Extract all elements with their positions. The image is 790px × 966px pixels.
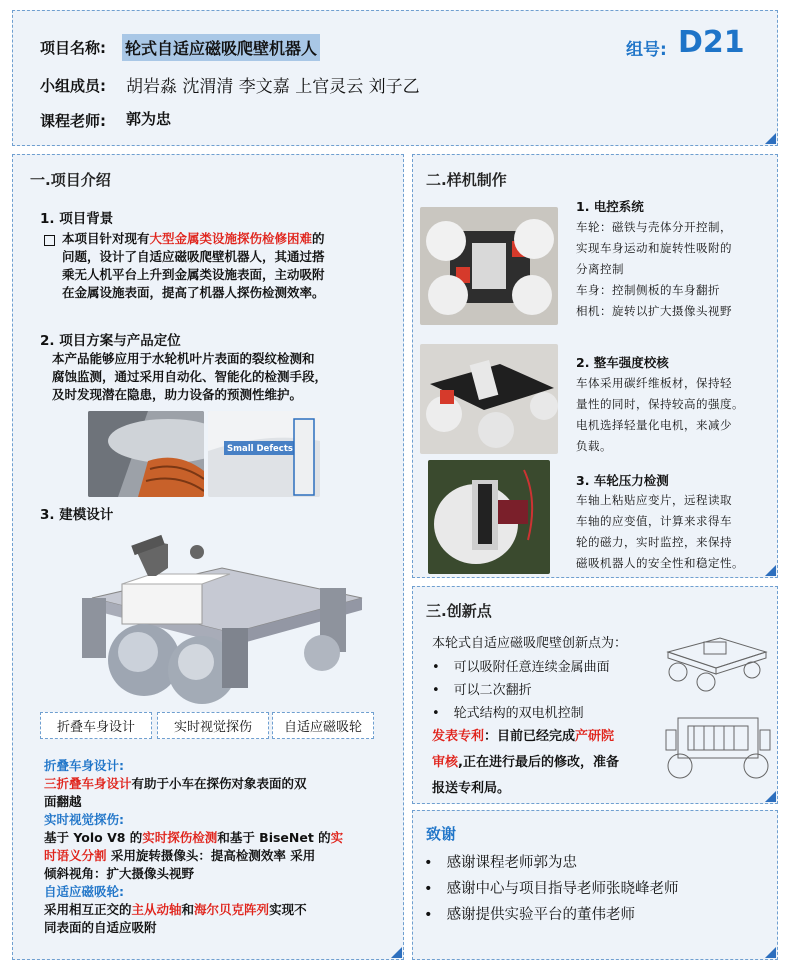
corner-mark: [765, 947, 776, 958]
background-text: [62, 230, 392, 302]
electric-control-photo: [420, 207, 558, 325]
bullet-dot: •: [424, 855, 433, 871]
thanks-item: [424, 851, 577, 872]
mag-highlight: 主从动轴: [131, 902, 182, 917]
vision-highlight: 实时探伤检测: [142, 830, 218, 845]
turbine-photo: [88, 411, 204, 497]
background-line: 乘无人机平台上升到金属类设施表面，主动吸附: [62, 267, 325, 282]
mag-pre: 采用相互正交的: [44, 902, 132, 917]
innovation-point: [432, 656, 610, 675]
desc-line: 分离控制: [576, 262, 624, 276]
members-text: 胡岩淼 沈渭清 李文嘉 上官灵云 刘子乙: [126, 77, 420, 97]
thanks-item-text: 感谢课程老师郭为忠: [446, 855, 578, 871]
background-line: 问题，设计了自适应磁吸爬壁机器人，其通过搭: [62, 249, 325, 264]
background-title: 1. 项目背景: [40, 211, 114, 227]
desc-line: 磁吸机器人的安全性和稳定性。: [576, 556, 744, 570]
checkbox-bullet-icon: [44, 235, 55, 246]
bg-line-highlight: 大型金属类设施探伤检修困难: [149, 231, 313, 246]
vision-line2: [44, 847, 394, 865]
plan-line: 及时发现潜在隐患，助力设备的预测性维护。: [52, 387, 303, 402]
teacher-label: 课程老师:: [40, 112, 106, 130]
wheel-pressure-title: 3. 车轮压力检测: [576, 473, 669, 488]
plan-line: 本产品能够应用于水轮机叶片表面的裂纹检测和: [52, 351, 315, 366]
desc-line: 负载。: [576, 439, 612, 453]
prototype-title: 二.样机制作: [426, 171, 507, 189]
corner-mark: [391, 947, 402, 958]
strength-photo: [420, 344, 558, 454]
feature-fold-body: 折叠车身设计: [40, 712, 152, 739]
desc-line: 车体采用碳纤维板材，保持轻: [576, 376, 732, 390]
bullet-dot: •: [424, 907, 433, 923]
patent-text: [432, 724, 662, 802]
patent-highlight: 产研院: [575, 729, 615, 744]
corner-mark: [765, 791, 776, 802]
mag-post: 实现不: [269, 902, 307, 917]
fold-line2: 面翻越: [44, 794, 82, 809]
thanks-item-text: 感谢提供实验平台的董伟老师: [446, 907, 636, 923]
innovation-point-text: 轮式结构的双电机控制: [453, 706, 584, 721]
patent-text2: ,正在进行最后的修改，准备: [458, 755, 619, 770]
members-label: 小组成员:: [40, 77, 106, 95]
fold-line: [44, 775, 394, 793]
magnetic-line: [44, 901, 394, 919]
model-title: 3. 建模设计: [40, 507, 114, 523]
defects-label: Small Defects: [227, 444, 293, 454]
mag-mid: 和: [181, 902, 195, 917]
desc-line: 电机选择轻量化电机，来减少: [576, 418, 732, 432]
innovation-point: [432, 679, 532, 698]
cad-model-image: [72, 528, 372, 708]
innovation-intro: 本轮式自适应磁吸爬壁创新点为：: [432, 636, 628, 651]
fold-highlight: 三折叠车身设计: [44, 776, 132, 791]
vision-pre: 基于 Yolo V8 的: [44, 830, 143, 845]
feature-magnetic-wheel: 自适应磁吸轮: [272, 712, 374, 739]
strength-text: [576, 373, 774, 457]
bullet-dot: •: [432, 683, 440, 698]
vision-title: 实时视觉探伤:: [44, 812, 124, 827]
defects-photo: [208, 411, 320, 497]
fold-text: 有助于小车在探伤对象表面的双: [131, 776, 307, 791]
vision-mid: 和基于 BiseNet 的: [217, 830, 331, 845]
vision-line: [44, 829, 394, 847]
vision-line3: 倾斜视角：扩大摄像头视野: [44, 866, 195, 881]
desc-line: 量性的同时，保持较高的强度。: [576, 397, 744, 411]
desc-line: 车轴的应变值，计算来求得车: [576, 514, 732, 528]
desc-line: 车轮：磁铁与壳体分开控制，: [576, 220, 732, 234]
bullet-dot: •: [432, 660, 440, 675]
wheel-pressure-photo: [428, 460, 550, 574]
innovation-point: [432, 702, 584, 721]
background-line: [62, 230, 392, 248]
electric-control-text: [576, 217, 771, 322]
thanks-item: [424, 903, 635, 924]
patent-line: [432, 724, 662, 750]
thanks-item-text: 感谢中心与项目指导老师张晓峰老师: [446, 881, 679, 897]
group-number: D21: [678, 25, 745, 60]
vision-highlight2: 实: [330, 830, 344, 845]
project-label: 项目名称:: [40, 39, 106, 57]
project-name: 轮式自适应磁吸爬壁机器人: [122, 34, 320, 61]
thanks-title: 致谢: [426, 825, 457, 843]
magnetic-line2: 同表面的自适应吸附: [44, 920, 157, 935]
bullet-dot: •: [424, 881, 433, 897]
patent-label: 发表专利: [432, 729, 485, 744]
innovation-point-text: 可以吸附任意连续金属曲面: [453, 660, 610, 675]
magnetic-title: 自适应磁吸轮:: [44, 884, 124, 899]
patent-drawing-side: [664, 708, 772, 786]
background-line: 在金属设施表面，提高了机器人探伤检测效率。: [62, 285, 325, 300]
bullet-dot: •: [432, 706, 440, 721]
design-description: [44, 757, 394, 937]
plan-text: [52, 350, 397, 404]
innovation-title: 三.创新点: [426, 602, 492, 620]
corner-mark: [765, 133, 776, 144]
wheel-pressure-text: [576, 490, 776, 574]
electric-control-title: 1. 电控系统: [576, 199, 644, 214]
intro-title: 一.项目介绍: [30, 171, 111, 189]
plan-title: 2. 项目方案与产品定位: [40, 333, 181, 349]
patent-text1: ：目前已经完成: [484, 729, 576, 744]
desc-line: 轮的磁力，实时监控，来保持: [576, 535, 732, 549]
patent-line: 报送专利局。: [432, 781, 511, 796]
plan-line: 腐蚀监测，通过采用自动化、智能化的检测手段，: [52, 369, 328, 384]
desc-line: 车轴上粘贴应变片，远程读取: [576, 493, 732, 507]
bg-line-pre: 本项目针对现有: [62, 231, 150, 246]
thanks-item: [424, 877, 679, 898]
mag-highlight2: 海尔贝克阵列: [194, 902, 270, 917]
desc-line: 车身：控制侧板的车身翻折: [576, 283, 720, 297]
vision-text2: 采用旋转摄像头：提高检测效率 采用: [106, 848, 316, 863]
fold-title: 折叠车身设计:: [44, 758, 124, 773]
feature-vision: 实时视觉探伤: [157, 712, 269, 739]
strength-title: 2. 整车强度校核: [576, 355, 669, 370]
desc-line: 实现车身运动和旋转性吸附的: [576, 241, 732, 255]
bg-line-post: 的: [312, 231, 325, 246]
patent-highlight2: 审核: [432, 755, 459, 770]
patent-line: [432, 750, 662, 776]
teacher-name: 郭为忠: [126, 110, 172, 128]
desc-line: 相机：旋转以扩大摄像头视野: [576, 304, 732, 318]
group-label: 组号:: [626, 40, 667, 60]
innovation-point-text: 可以二次翻折: [453, 683, 532, 698]
vision-highlight3: 时语义分割: [44, 848, 107, 863]
patent-drawing-top: [660, 630, 772, 696]
